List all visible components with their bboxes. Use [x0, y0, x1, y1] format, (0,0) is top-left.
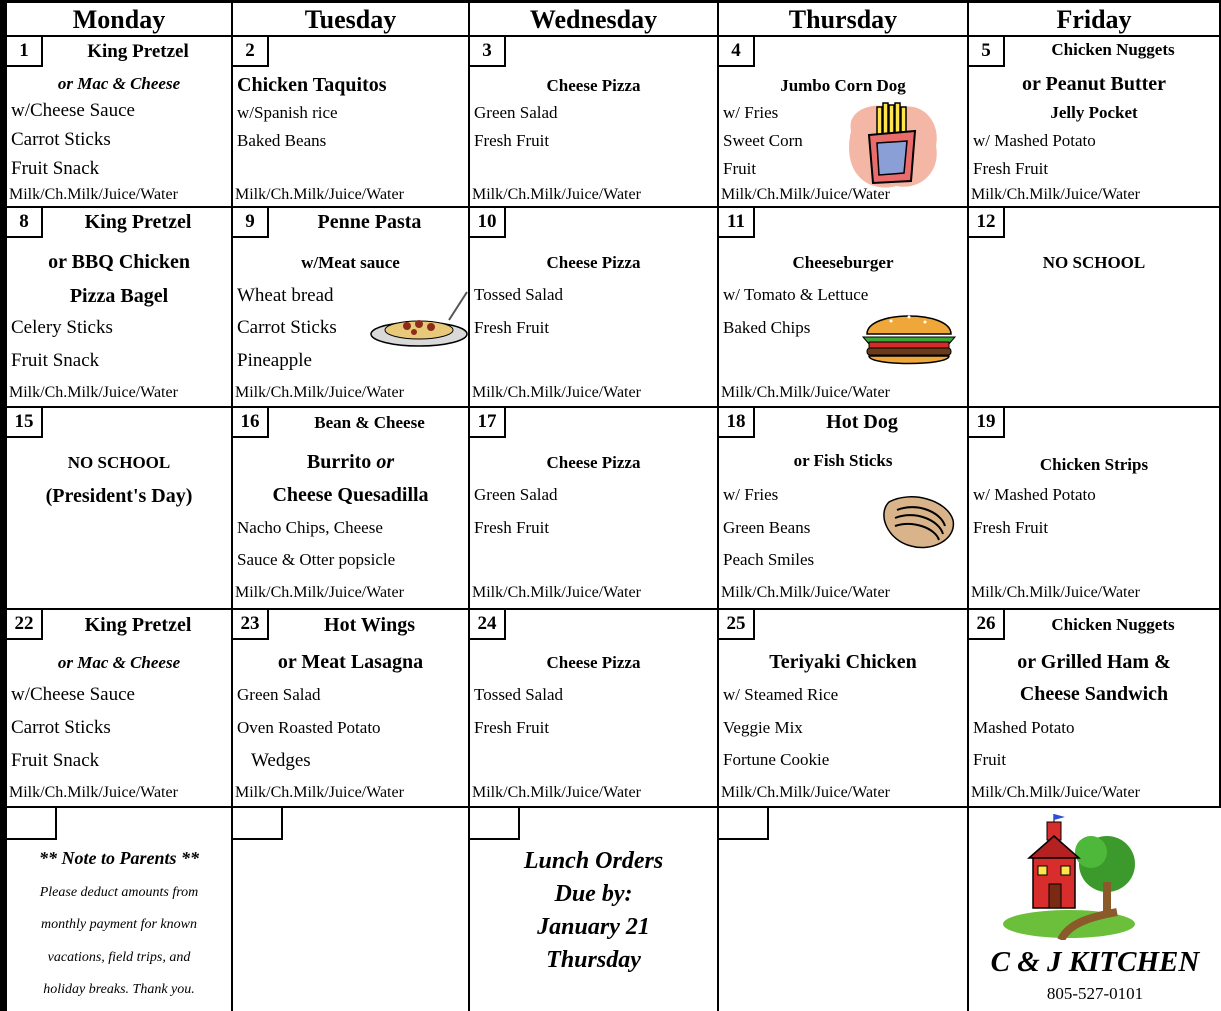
day-number: 16	[233, 408, 269, 438]
left-border	[0, 0, 7, 1011]
menu-line: Fresh Fruit	[474, 518, 550, 537]
alt-dish: w/Meat sauce	[301, 253, 400, 272]
day-number: 9	[233, 208, 269, 238]
menu-line: w/ Mashed Potato	[973, 485, 1096, 504]
main-dish: Cheese Pizza	[546, 76, 641, 95]
note-cell	[7, 808, 233, 1011]
menu-line: Fresh Fruit	[474, 718, 550, 737]
orders-title: Lunch Orders	[523, 848, 664, 874]
drink-line: Milk/Ch.Milk/Juice/Water	[9, 784, 178, 801]
dish-part: or	[376, 451, 395, 473]
kitchen-cell	[969, 808, 1221, 1011]
day-cell-23	[233, 610, 470, 808]
drink-line: Milk/Ch.Milk/Juice/Water	[971, 584, 1140, 601]
dish-part: Burrito	[306, 451, 377, 473]
main-dish: Chicken Nuggets	[1051, 615, 1175, 634]
main-dish: Cheese Pizza	[546, 653, 641, 672]
hamburger-icon	[861, 304, 957, 370]
main-dish: Hot Wings	[324, 614, 415, 636]
day-number-box	[470, 808, 520, 840]
day-number: 10	[470, 208, 506, 238]
menu-line: w/ Mashed Potato	[973, 131, 1096, 150]
menu-line: Green Salad	[237, 685, 321, 704]
kitchen-name: C & J KITCHEN	[990, 946, 1200, 978]
alt-dish: or Fish Sticks	[793, 451, 893, 470]
day-cell-17	[470, 408, 719, 610]
day-cell-25	[719, 610, 969, 808]
drink-line: Milk/Ch.Milk/Juice/Water	[472, 186, 641, 203]
drink-part: /Water	[847, 186, 890, 203]
menu-line: Green Salad	[474, 485, 558, 504]
header-monday: Monday	[7, 3, 233, 37]
menu-line: Fresh Fruit	[973, 518, 1049, 537]
day-number: 18	[719, 408, 755, 438]
day-number: 1	[7, 37, 43, 67]
main-dish: King Pretzel	[84, 614, 192, 636]
day-cell-8	[7, 208, 233, 408]
menu-line: w/Spanish rice	[237, 103, 338, 122]
menu-line: Fruit Snack	[11, 350, 100, 371]
header-thursday: Thursday	[719, 3, 969, 37]
day-number: 19	[969, 408, 1005, 438]
day-cell-10	[470, 208, 719, 408]
drink-line: Milk/Ch.Milk/Juice/Water	[971, 186, 1140, 203]
drink-line: Milk/Ch.Milk/Juice/Water	[235, 186, 404, 203]
orders-line: Due by:	[554, 881, 633, 907]
alt-dish: or Mac & Cheese	[57, 653, 181, 672]
day-number: 26	[969, 610, 1005, 640]
day-number: 15	[7, 408, 43, 438]
alt-dish: or Meat Lasagna	[277, 651, 424, 673]
day-cell-22	[7, 610, 233, 808]
note-line: holiday breaks. Thank you.	[43, 982, 195, 997]
header-tuesday: Tuesday	[233, 3, 470, 37]
menu-line: Tossed Salad	[474, 685, 563, 704]
alt-dish: Jelly Pocket	[1050, 103, 1138, 122]
note-line: monthly payment for known	[41, 917, 197, 932]
note-line: vacations, field trips, and	[47, 950, 191, 965]
day-number: 24	[470, 610, 506, 640]
drink-line: Milk/Ch.Milk/Juice/Water	[235, 784, 404, 801]
drink-line: Milk/Ch.Milk/Juice/Water	[721, 384, 890, 401]
drink-line: Milk/Ch.Milk/Juice/Water	[235, 384, 404, 401]
day-number: 4	[719, 37, 755, 67]
menu-line: Sauce & Otter popsicle	[237, 550, 396, 569]
day-number: 12	[969, 208, 1005, 238]
drink-part: Milk/Ch.Milk/Juice	[721, 186, 848, 203]
drink-line: Milk/Ch.Milk/Juice/Water	[472, 384, 641, 401]
kitchen-phone: 805-527-0101	[1046, 984, 1144, 1003]
main-dish: Cheese Pizza	[546, 253, 641, 272]
alt-dish: or Grilled Ham &	[1017, 651, 1171, 673]
menu-line: w/Cheese Sauce	[11, 684, 135, 705]
menu-line: Baked Beans	[237, 131, 327, 150]
day-number: 25	[719, 610, 755, 640]
alt-dish: or BBQ Chicken	[48, 251, 190, 273]
day-number: 17	[470, 408, 506, 438]
holiday-label: (President's Day)	[45, 485, 193, 507]
day-number: 2	[233, 37, 269, 67]
menu-line: w/ Fries	[723, 485, 779, 504]
menu-line: Nacho Chips, Cheese	[237, 518, 383, 537]
day-cell-19	[969, 408, 1221, 610]
day-number: 23	[233, 610, 269, 640]
menu-line: w/ Fries	[723, 103, 779, 122]
day-cell-1	[7, 37, 233, 208]
day-cell-12	[969, 208, 1221, 408]
drink-line: Milk/Ch.Milk/Juice/Water	[472, 784, 641, 801]
menu-line: Fresh Fruit	[474, 131, 550, 150]
menu-line: Fruit	[973, 750, 1007, 769]
alt-dish: Pizza Bagel	[69, 285, 169, 307]
menu-line: Fruit	[723, 159, 757, 178]
day-cell-3	[470, 37, 719, 208]
schoolhouse-icon	[999, 812, 1139, 940]
drink-line: Milk/Ch.Milk/Juice/Water	[9, 384, 178, 401]
day-number-box	[719, 808, 769, 840]
main-dish: King Pretzel	[84, 211, 192, 233]
menu-line: w/Cheese Sauce	[11, 100, 135, 121]
day-cell-2	[233, 37, 470, 208]
day-number-box	[233, 808, 283, 840]
lunch-orders-cell	[470, 808, 719, 1011]
main-dish: Chicken Taquitos	[237, 74, 387, 96]
menu-line: Oven Roasted Potato	[237, 718, 381, 737]
day-cell-26	[969, 610, 1221, 808]
menu-line: Fresh Fruit	[474, 318, 550, 337]
header-friday: Friday	[969, 3, 1221, 37]
menu-line: Fruit Snack	[11, 750, 100, 771]
menu-line: Tossed Salad	[474, 285, 563, 304]
menu-line: Fresh Fruit	[973, 159, 1049, 178]
day-number: 3	[470, 37, 506, 67]
menu-line: Wheat bread	[237, 285, 334, 306]
main-dish: Chicken Strips	[1039, 455, 1149, 474]
menu-line: Green Beans	[723, 518, 811, 537]
drink-line: Milk/Ch.Milk/Juice/Water	[971, 784, 1140, 801]
drink-line: Milk/Ch.Milk/Juice/Water	[721, 784, 890, 801]
note-title: ** Note to Parents **	[39, 848, 199, 868]
main-dish: Jumbo Corn Dog	[780, 76, 906, 95]
menu-line: Sweet Corn	[723, 131, 803, 150]
menu-line: Fruit Snack	[11, 158, 100, 179]
menu-line: Fortune Cookie	[723, 750, 830, 769]
main-dish: Bean & Cheese	[314, 413, 425, 432]
day-cell-11	[719, 208, 969, 408]
orders-day: Thursday	[546, 947, 641, 973]
menu-line: Green Salad	[474, 103, 558, 122]
main-dish: Cheeseburger	[792, 253, 894, 272]
drink-line: Milk/Ch.Milk/Juice/Water	[9, 186, 178, 203]
header-wednesday: Wednesday	[470, 3, 719, 37]
alt-dish: or Mac & Cheese	[57, 74, 181, 93]
main-dish: Chicken Nuggets	[1051, 40, 1175, 59]
alt-dish: Cheese Sandwich	[1019, 683, 1169, 705]
day-number: 8	[7, 208, 43, 238]
spaghetti-icon	[369, 290, 469, 350]
main-dish: King Pretzel	[87, 41, 189, 62]
day-number: 22	[7, 610, 43, 640]
drink-line: Milk/Ch.Milk/Juice/Water	[472, 584, 641, 601]
main-dish: Hot Dog	[826, 411, 898, 433]
menu-line: w/ Tomato & Lettuce	[723, 285, 869, 304]
day-cell-5	[969, 37, 1221, 208]
day-number: 11	[719, 208, 755, 238]
day-cell-16	[233, 408, 470, 610]
menu-line: w/ Steamed Rice	[723, 685, 839, 704]
menu-line: Veggie Mix	[723, 718, 803, 737]
day-cell-24	[470, 610, 719, 808]
main-dish: Teriyaki Chicken	[769, 651, 917, 673]
alt-dish: Cheese Quesadilla	[272, 484, 429, 506]
drink-line: Milk/Ch.Milk/Juice/Water	[235, 584, 404, 601]
menu-line: Carrot Sticks	[11, 717, 111, 738]
menu-line: Pineapple	[237, 350, 312, 371]
main-dish: Penne Pasta	[317, 211, 422, 233]
day-number-box	[7, 808, 57, 840]
menu-line: Baked Chips	[723, 318, 811, 337]
note-line: Please deduct amounts from	[39, 885, 199, 900]
hotdog-icon	[881, 492, 957, 552]
menu-line: Mashed Potato	[973, 718, 1075, 737]
no-school-label: NO SCHOOL	[67, 453, 171, 472]
drink-line: Milk/Ch.Milk/Juice/Water	[721, 584, 890, 601]
main-dish: Cheese Pizza	[546, 453, 641, 472]
empty-cell	[719, 808, 969, 1011]
no-school-label: NO SCHOOL	[1042, 253, 1146, 272]
empty-cell	[233, 808, 470, 1011]
day-cell-4	[719, 37, 969, 208]
orders-date: January 21	[537, 914, 650, 940]
day-number: 5	[969, 37, 1005, 67]
day-cell-9	[233, 208, 470, 408]
menu-line: Wedges	[251, 750, 311, 771]
day-cell-15	[7, 408, 233, 610]
day-cell-18	[719, 408, 969, 610]
alt-dish: or Peanut Butter	[1021, 73, 1167, 95]
fries-icon	[841, 101, 943, 193]
menu-line: Celery Sticks	[11, 317, 113, 338]
alt-dish	[233, 451, 468, 474]
menu-line: Peach Smiles	[723, 550, 815, 569]
menu-line: Carrot Sticks	[11, 129, 111, 150]
menu-line: Carrot Sticks	[237, 317, 337, 338]
